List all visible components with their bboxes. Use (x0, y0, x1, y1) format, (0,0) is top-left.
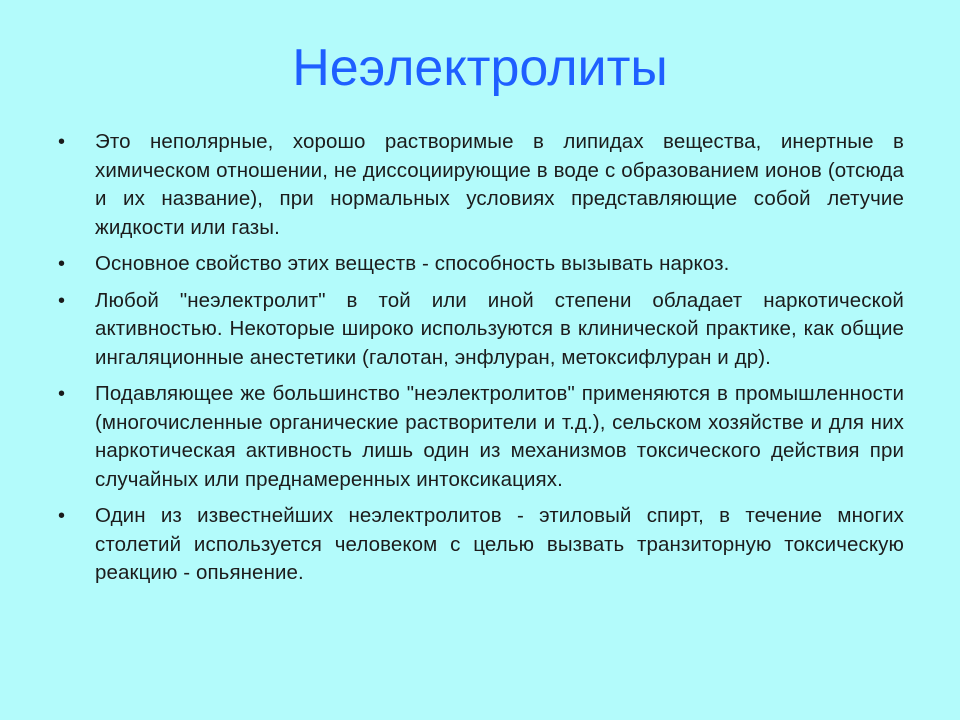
bullet-dot-icon: • (58, 131, 66, 153)
bullet-text: Подавляющее же большинство "неэлектролитов" применяются в промышленности (многочисленные органические растворители и т.д.), сельском хозяйстве и для них наркотическая активность лишь один из механизмов токсического действия при случайных или преднамеренных интоксикациях. (95, 382, 904, 491)
bullet-list (58, 128, 904, 596)
bullet-item (58, 502, 904, 588)
bullet-item (58, 380, 904, 494)
bullet-text: Основное свойство этих веществ - способность вызывать наркоз. (95, 252, 730, 275)
bullet-text: Любой "неэлектролит" в той или иной степени обладает наркотической активностью. Некоторые широко используются в клинической практике, как общие ингаляционные анестетики (галотан, энфлуран, метоксифлуран и др). (95, 288, 904, 369)
bullet-item (58, 250, 904, 279)
bullet-text: Один из известнейших неэлектролитов - этиловый спирт, в течение многих столетий используется человеком с целью вызвать транзиторную токсическую реакцию - опьянение. (95, 504, 904, 584)
bullet-dot-icon: • (58, 383, 66, 405)
bullet-dot-icon: • (58, 289, 66, 312)
bullet-dot-icon: • (58, 505, 66, 527)
bullet-item (58, 128, 904, 242)
bullet-dot-icon: • (58, 253, 66, 275)
bullet-item (58, 287, 904, 373)
bullet-text: Это неполярные, хорошо растворимые в липидах вещества, инертные в химическом отношении, не диссоциирующие в воде с образованием ионов (отсюда и их название), при нормальных условиях представляющие собой летучие жидкости или газы. (95, 130, 904, 239)
slide-title: Неэлектролиты (292, 39, 668, 97)
